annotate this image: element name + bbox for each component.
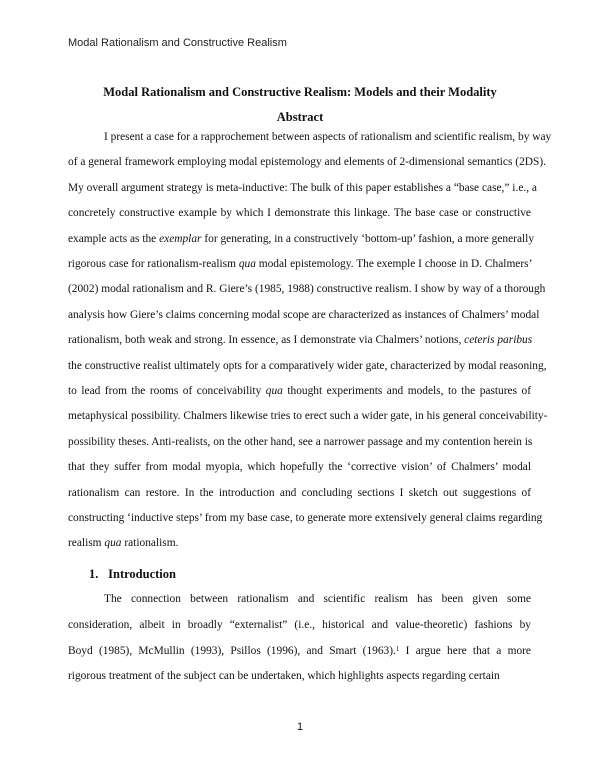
section-title: Introduction [108,567,176,581]
text-line [68,257,531,271]
text-segment: thought experiments and models, to the pastures of [282,385,531,397]
italic-text: qua [265,385,283,397]
text-segment: that they suffer from modal myopia, which hopefully the ‘corrective vision’ of Chalmers’ modal [68,461,531,474]
text-line [68,282,546,296]
text-segment: modal epistemology. The exemple I choose in D. Chalmers’ [255,258,533,270]
paper-title: Modal Rationalism and Constructive Realism: Models and their Modality [103,85,497,99]
text-segment: rationalism can restore. In the introduction and concluding sections I sketch out suggestions of [68,486,531,499]
text-segment: My overall argument strategy is meta-inductive: The bulk of this paper establishes a “base case,” i.e., a [68,181,537,194]
text-segment: concretely constructive example by which I demonstrate this linkage. The base case or constructive [68,207,531,220]
text-segment: realism [68,537,105,550]
text-line [68,536,531,550]
text-segment: rigorous treatment of the subject can be undertaken, which highlights aspects regarding certain [68,670,500,683]
text-segment: rationalism. [121,537,179,550]
text-line [68,232,535,246]
text-line [68,206,531,220]
running-header: Modal Rationalism and Constructive Realism [68,37,287,49]
italic-text: qua [104,537,122,550]
text-line [68,409,548,423]
text-segment: Boyd (1985), McMullin (1993), Psillos (1996), and Smart (1963). [68,644,396,657]
text-line [68,669,531,683]
text-segment: I present a case for a rapprochement between aspects of rationalism and scientific realism, by way [104,131,552,143]
text-segment: metaphysical possibility. Chalmers likewise tries to erect such a wider gate, in his general conceivability- [68,410,548,423]
text-segment: the constructive realist ultimately opts for a comparatively wider gate, characterized by modal reasoning, [68,359,547,372]
italic-text: exemplar [159,232,202,245]
footnote-marker[interactable]: 1 [395,644,400,653]
text-segment: constructing ‘inductive steps’ from my base case, to generate more extensively general claims regarding [68,512,543,524]
section-number: 1. [89,567,99,581]
text-line [68,359,547,373]
text-line [68,308,540,322]
text-segment: rigorous case for rationalism-realism [68,258,239,270]
text-line [68,460,531,474]
text-line [68,618,531,632]
text-line [68,511,543,525]
text-line [68,435,531,449]
text-line [68,644,531,658]
text-segment: The connection between rationalism and scientific realism has been given some [104,593,531,605]
text-line [68,384,531,398]
text-segment: analysis how Giere’s claims concerning modal scope are characterized as instances of Chalmers’ modal [68,308,540,321]
text-segment: possibility theses. Anti-realists, on the other hand, see a narrower passage and my contention herein is [68,435,533,448]
text-segment: consideration, albeit in broadly “externalist” (i.e., historical and value-theoretic) fashions by [68,618,531,631]
abstract-heading: Abstract [276,110,324,124]
italic-text: qua [238,258,256,270]
text-segment: of a general framework employing modal epistemology and elements of 2-dimensional semantics (2DS). [68,156,546,169]
italic-text: ceteris paribus [464,334,533,347]
text-segment: example acts as the [68,232,160,245]
text-line [104,592,531,606]
text-line [68,333,531,347]
text-line [68,181,537,195]
text-segment: (2002) modal rationalism and R. Giere’s (1985, 1988) constructive realism. I show by way of a thorough [68,283,546,296]
text-line [104,130,552,144]
page-number: 1 [296,721,304,733]
text-line [68,486,531,500]
text-segment: rationalism, both weak and strong. In essence, as I demonstrate via Chalmers’ notions, [68,334,465,347]
text-segment: I argue here that a more [399,644,531,657]
text-segment: to lead from the rooms of conceivability [68,385,266,397]
section-heading-introduction [89,567,176,582]
text-segment: for generating, in a constructively ‘bottom-up’ fashion, a more generally [201,232,535,245]
text-line [68,155,546,169]
